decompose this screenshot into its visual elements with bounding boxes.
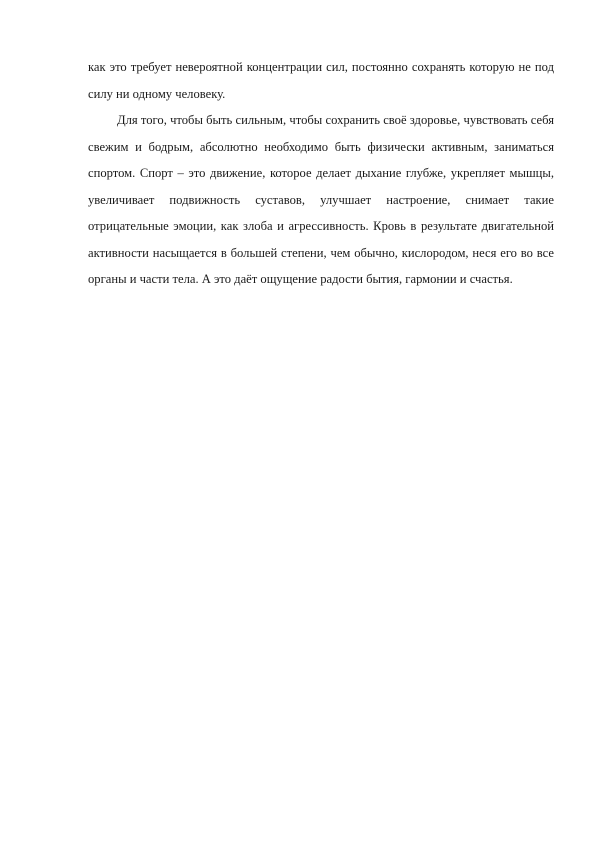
body-text	[88, 54, 554, 293]
paragraph-sport-health: Для того, чтобы быть сильным, чтобы сохранить своё здоровье, чувствовать себя свежим и бодрым, абсолютно необходимо быть физически активным, заниматься спортом. Спорт – это движение, которое делает дыхание глубже, укрепляет мышцы, увеличивает подвижность суставов, улучшает настроение, снимает такие отрицательные эмоции, как злоба и агрессивность. Кровь в результате двигательной активности насыщается в большей степени, чем обычно, кислородом, неся его во все органы и части тела. А это даёт ощущение радости бытия, гармонии и счастья.	[88, 113, 554, 286]
paragraph-continuation: как это требует невероятной концентрации сил, постоянно сохранять которую не под силу ни одному человеку.	[88, 60, 554, 101]
